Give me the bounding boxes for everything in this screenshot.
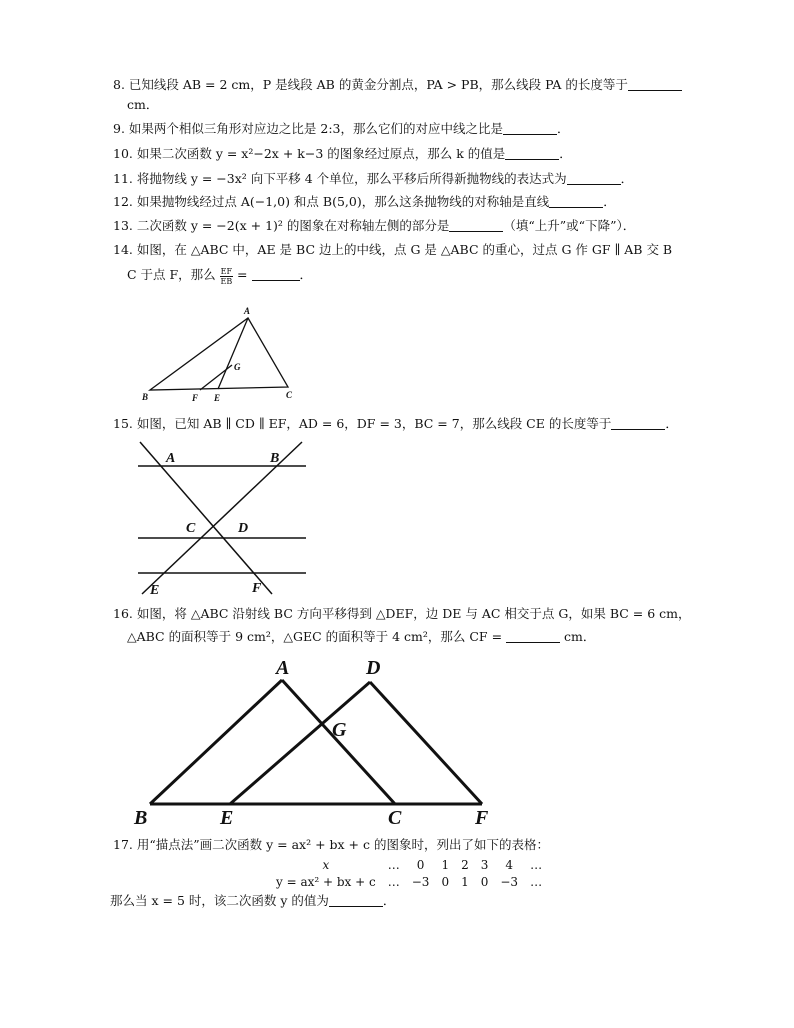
question-8-text: 8. 已知线段 AB = 2 cm，P 是线段 AB 的黄金分割点，PA > PB，那么线段 PA 的长度等于 — [113, 77, 628, 92]
label-g: G — [332, 719, 347, 741]
question-17-text: 17. 用“描点法”画二次函数 y = ax² + bx + c 的图象时，列出了如下的表格： — [113, 837, 549, 852]
table-cell: 1 — [441, 857, 450, 872]
label-b: B — [270, 451, 280, 466]
question-9 — [113, 120, 570, 138]
label-g: G — [234, 362, 241, 372]
question-14-end: ． — [299, 267, 313, 282]
question-17-ask — [110, 892, 395, 910]
question-12-end: ． — [603, 194, 616, 209]
question-10-end: ． — [559, 146, 572, 161]
question-16-end: cm． — [564, 629, 596, 644]
answer-blank — [611, 417, 665, 430]
label-c: C — [388, 807, 402, 829]
value-table — [270, 856, 548, 890]
label-d: D — [238, 521, 249, 536]
label-f: F — [475, 807, 489, 829]
question-16-cont-text: △ABC 的面积等于 9 cm²，△GEC 的面积等于 4 cm²，那么 CF = — [127, 629, 503, 644]
label-b: B — [134, 807, 148, 829]
question-11 — [113, 170, 633, 188]
label-a: A — [166, 451, 176, 466]
question-16 — [113, 605, 691, 623]
question-9-end: ． — [557, 121, 570, 136]
question-14-text: 14. 如图，在 △ABC 中，AE 是 BC 边上的中线，点 G 是 △ABC 的重心，过点 G 作 GF ∥ AB 交 B — [113, 242, 673, 257]
table-cell: … — [387, 874, 400, 889]
row-label-x-text: x — [322, 857, 330, 872]
fraction-ef-eb — [220, 267, 233, 286]
question-11-text: 11. 将抛物线 y = −3x² 向下平移 4 个单位，那么平移后所得新抛物线的表达式为 — [113, 171, 567, 186]
label-e: E — [220, 807, 234, 829]
table-cell: 2 — [461, 857, 469, 872]
table-cell: … — [530, 857, 543, 872]
label-e: E — [214, 393, 221, 403]
label-a: A — [276, 657, 290, 679]
question-17-end: ． — [382, 893, 396, 908]
answer-blank — [628, 78, 682, 91]
question-12-text: 12. 如果抛物线经过点 A(−1,0) 和点 B(5,0)，那么这条抛物线的对称轴是直线 — [113, 194, 550, 209]
table-cell: 0 — [441, 874, 450, 889]
question-15-text: 15. 如图，已知 AB ∥ CD ∥ EF，AD = 6，DF = 3，BC = 7，那么线段 CE 的长度等于 — [113, 416, 612, 431]
table-cell: −3 — [500, 874, 519, 889]
question-8 — [113, 76, 682, 94]
figure-15-parallel-lines — [130, 442, 320, 602]
question-15-end: ． — [665, 416, 678, 431]
fraction-numerator: EF — [220, 267, 233, 276]
label-c: C — [186, 521, 196, 536]
figure-16-translated-triangles — [130, 652, 500, 834]
answer-blank — [549, 195, 603, 208]
answer-blank — [506, 630, 560, 643]
question-13-text: 13. 二次函数 y = −2(x + 1)² 的图象在对称轴左侧的部分是 — [113, 218, 450, 233]
question-11-end: ． — [620, 171, 634, 186]
question-15 — [113, 415, 678, 433]
table-cell: 0 — [416, 857, 425, 872]
answer-blank — [252, 268, 300, 281]
answer-blank — [505, 147, 559, 160]
question-10 — [113, 145, 572, 163]
table-cell: 0 — [480, 874, 489, 889]
question-16-cont — [127, 628, 595, 646]
answer-blank — [567, 172, 621, 185]
question-9-text: 9. 如果两个相似三角形对应边之比是 2:3，那么它们的对应中线之比是 — [113, 121, 503, 136]
row-label-y: y = ax² + bx + c — [276, 874, 376, 889]
table-cell: 1 — [461, 874, 469, 889]
table-cell: … — [530, 874, 543, 889]
answer-blank — [329, 894, 383, 907]
fraction-denominator: EB — [220, 277, 233, 286]
question-12 — [113, 193, 616, 211]
table-row-y — [270, 873, 548, 890]
table-cell: … — [387, 857, 400, 872]
table-cell: 4 — [505, 857, 514, 872]
question-8-cont: cm． — [127, 97, 159, 112]
question-16-text: 16. 如图，将 △ABC 沿射线 BC 方向平移得到 △DEF，边 DE 与 AC 相交于点 G，如果 BC = 6 cm， — [113, 606, 691, 621]
question-10-text: 10. 如果二次函数 y = x²−2x + k−3 的图象经过原点，那么 k 的值是 — [113, 146, 506, 161]
table-cell: 3 — [480, 857, 489, 872]
question-13-end: （填“上升”或“下降”）． — [503, 218, 636, 233]
question-17-ask-text: 那么当 x = 5 时，该二次函数 y 的值为 — [110, 893, 329, 908]
figure-14-triangle — [140, 300, 310, 410]
question-17 — [113, 836, 549, 854]
question-14-cont-text: C 于点 F，那么 — [127, 267, 216, 282]
table-row-x — [270, 856, 548, 873]
question-14-cont — [127, 266, 312, 286]
row-label-x — [270, 856, 382, 873]
label-b: B — [142, 392, 149, 402]
equals-sign: = — [237, 267, 248, 282]
label-a: A — [244, 306, 251, 316]
question-14 — [113, 241, 672, 259]
answer-blank — [449, 219, 503, 232]
label-c: C — [286, 390, 293, 400]
label-e: E — [150, 583, 160, 598]
question-13 — [113, 217, 635, 235]
answer-blank — [503, 122, 557, 135]
label-f: F — [192, 393, 199, 403]
label-d: D — [366, 657, 381, 679]
label-f: F — [252, 581, 262, 596]
table-cell: −3 — [411, 874, 430, 889]
